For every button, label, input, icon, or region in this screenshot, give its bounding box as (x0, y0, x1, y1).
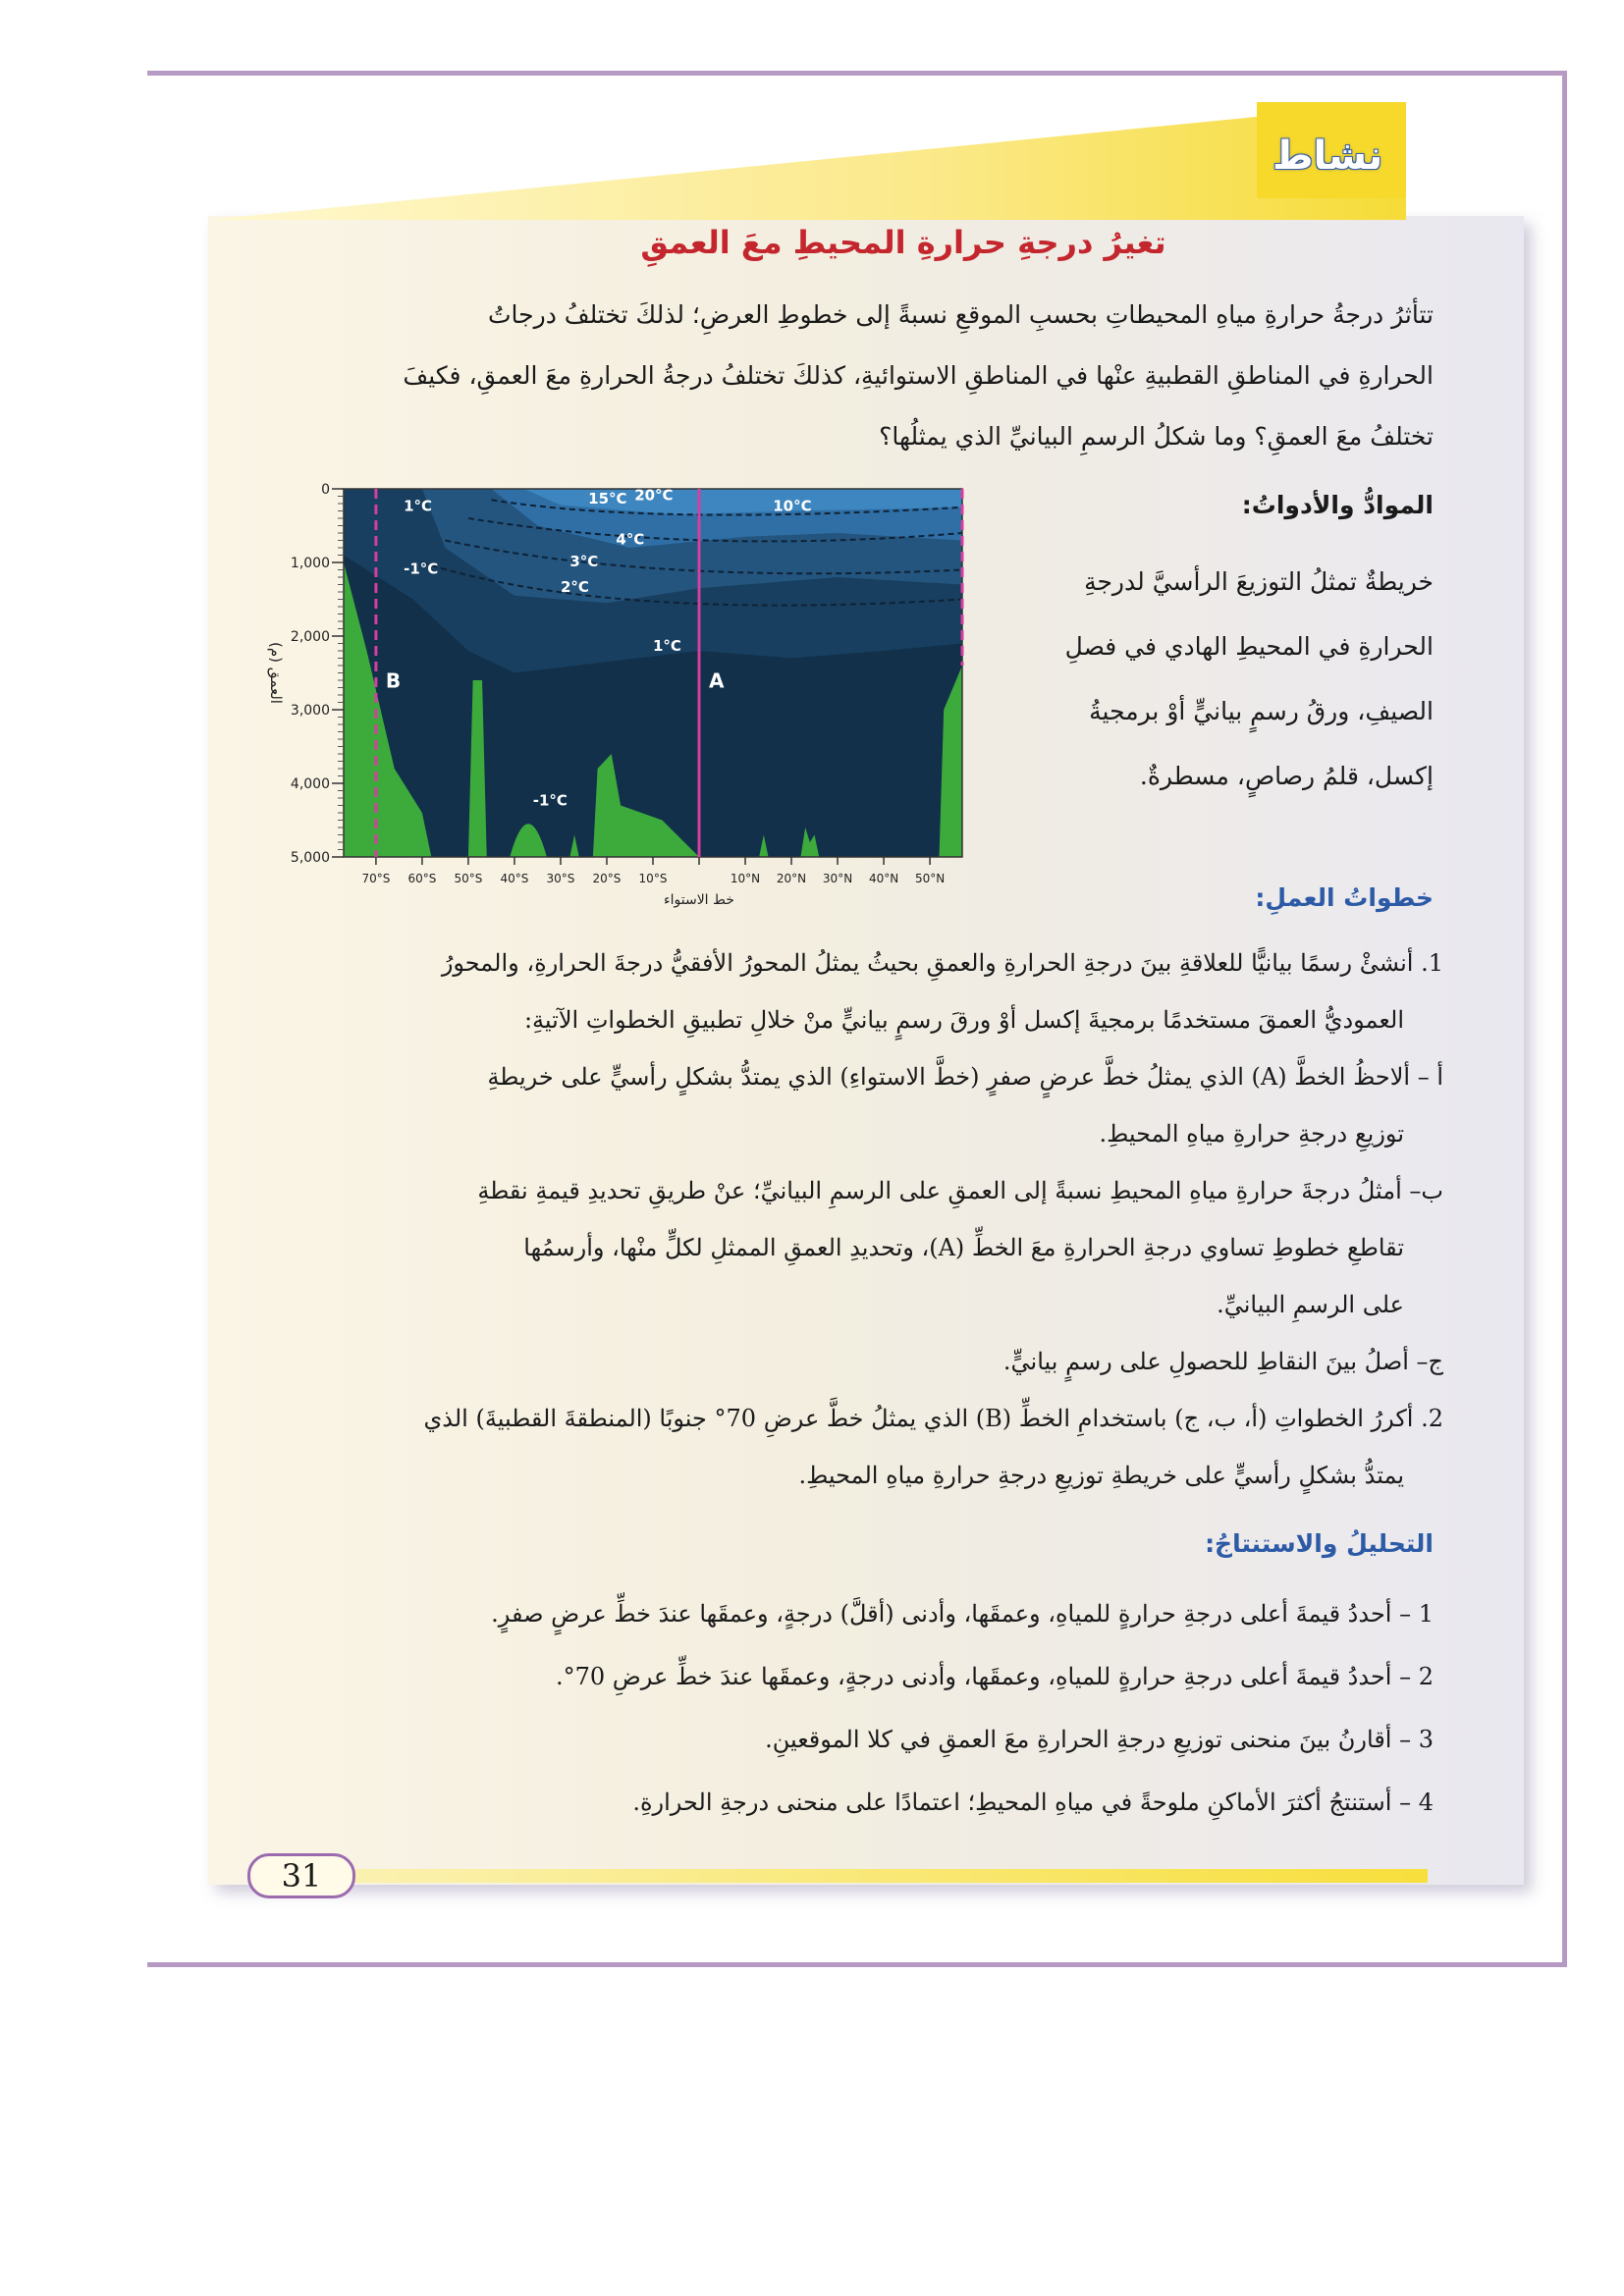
chart-svg (236, 469, 1001, 911)
materials-line: الصيفِ، ورقُ رسمٍ بيانيٍّ أوْ برمجيةُ (1089, 697, 1434, 725)
footer-strip (353, 1869, 1428, 1883)
marker-label-a: A (709, 668, 725, 693)
materials-list (1031, 550, 1434, 809)
intro-line: الحرارةِ في المناطقِ القطبيةِ عنْها في المناطقِ الاستوائيةِ، كذلكَ تختلفُ درجةُ الحرارةِ معَ العمقِ، فكيفَ (403, 361, 1434, 390)
x-tick-label: 60°S (407, 872, 437, 885)
x-tick-label: 20°N (776, 872, 807, 885)
isotherm-label: 1°C (404, 497, 433, 515)
isotherm-label: 4°C (616, 530, 645, 549)
isotherm-label: -1°C (532, 791, 568, 810)
x-tick-label: 50°N (914, 872, 946, 885)
x-axis-label: خط الاستواء (664, 892, 734, 908)
y-tick-label: 4,000 (290, 776, 330, 792)
materials-line: خريطةٌ تمثلُ التوزيعَ الرأسيَّ لدرجةِ (1084, 567, 1434, 596)
page-number: 31 (247, 1853, 355, 1898)
x-tick-label: 30°S (546, 872, 575, 885)
isotherm-label: 3°C (569, 552, 599, 570)
analysis-list (285, 1582, 1434, 1834)
step-item: العموديُّ العمقَ مستخدمًا برمجيةَ إكسل أوْ ورقَ رسمٍ بيانيٍّ منْ خلالِ تطبيقِ الخطواتِ الآتيةِ: (523, 1006, 1404, 1034)
x-tick-label: 30°N (822, 872, 853, 885)
isotherm-label: 15°C (588, 490, 627, 507)
x-tick-label: 10°N (730, 872, 761, 885)
x-tick-label: 40°S (500, 872, 529, 885)
isotherm-label: 20°C (634, 486, 674, 505)
intro-paragraph (285, 285, 1434, 467)
analysis-item: 3 – أقارنُ بينَ منحنى توزيعِ درجةِ الحرارةِ معَ العمقِ في كلا الموقعينِ. (765, 1726, 1434, 1753)
step-item: تقاطعِ خطوطِ تساوي درجةِ الحرارةِ معَ الخطِّ (A)، وتحديدِ العمقِ الممثلِ لكلٍّ منْها، وأرسمُها (523, 1234, 1404, 1261)
analysis-item: 2 – أحددُ قيمةَ أعلى درجةِ حرارةٍ للمياهِ، وعمقَها، وأدنى درجةٍ، وعمقَها عندَ خطِّ عرضِ 70°. (555, 1663, 1434, 1690)
step-item: يمتدُّ بشكلٍ رأسيٍّ على خريطةِ توزيعِ درجةِ حرارةِ مياهِ المحيطِ. (798, 1462, 1404, 1489)
materials-line: إكسل، قلمُ رصاصٍ، مسطرةٌ. (1139, 762, 1434, 790)
analysis-heading: التحليلُ والاستنتاجُ: (1205, 1529, 1434, 1558)
activity-badge: نشاط (1272, 133, 1383, 179)
step-item: ب– أمثلُ درجةَ حرارةِ مياهِ المحيطِ نسبةً إلى العمقِ على الرسمِ البيانيِّ؛ عنْ طريقِ تحديدِ قيمةِ نقطةِ (477, 1177, 1443, 1204)
intro-line: تتأثرُ درجةُ حرارةِ مياهِ المحيطاتِ بحسبِ الموقعِ نسبةً إلى خطوطِ العرضِ؛ لذلكَ تختلفُ درجاتُ (488, 300, 1434, 329)
step-item: ج– أصلُ بينَ النقاطِ للحصولِ على رسمٍ بيانيٍّ. (1002, 1348, 1443, 1375)
x-tick-label: 70°S (361, 872, 391, 885)
y-tick-label: 3,000 (290, 703, 330, 719)
steps-heading: خطواتُ العملِ: (1255, 883, 1434, 912)
materials-heading: الموادُّ والأدواتُ: (1241, 491, 1434, 519)
isotherm-label: 1°C (653, 637, 681, 655)
intro-line: تختلفُ معَ العمقِ؟ وما شكلُ الرسمِ البيانيِّ الذي يمثلُها؟ (879, 422, 1434, 451)
y-axis-label: العمق (م) (267, 642, 285, 704)
step-item: توزيعِ درجةِ حرارةِ مياهِ المحيطِ. (1099, 1120, 1404, 1148)
step-item: 2. أكررُ الخطواتِ (أ، ب، ج) باستخدامِ الخطِّ (B) الذي يمثلُ خطَّ عرضِ 70° جنوبًا (المنطقةَ القطبيةَ) الذي (423, 1405, 1443, 1432)
step-item: 1. أنشئْ رسمًا بيانيًّا للعلاقةِ بينَ درجةِ الحرارةِ والعمقِ بحيثُ يمثلُ المحورُ الأفقيُّ درجةَ الحرارةِ، والمحورُ (441, 949, 1443, 977)
activity-title: تغيرُ درجةِ حرارةِ المحيطِ معَ العمقِ (640, 224, 1166, 261)
ocean-temperature-chart (236, 469, 1001, 911)
y-tick-label: 1,000 (290, 556, 330, 571)
y-tick-label: 0 (321, 482, 330, 498)
steps-list (285, 934, 1443, 1504)
y-tick-label: 2,000 (290, 629, 330, 645)
marker-label-b: B (385, 668, 402, 693)
step-item: على الرسمِ البيانيِّ. (1217, 1291, 1404, 1318)
analysis-item: 1 – أحددُ قيمةَ أعلى درجةِ حرارةٍ للمياهِ، وعمقَها، وأدنى (أقلَّ) درجةٍ، وعمقَها عندَ خطِّ عرضٍ صفرٍ. (491, 1600, 1434, 1628)
isotherm-label: -1°C (404, 560, 439, 578)
x-tick-label: 40°N (868, 872, 899, 885)
isotherm-label: 10°C (773, 497, 812, 515)
y-tick-label: 5,000 (290, 850, 330, 866)
materials-line: الحرارةِ في المحيطِ الهادي في فصلِ (1064, 632, 1434, 661)
analysis-item: 4 – أستنتجُ أكثرَ الأماكنِ ملوحةً في مياهِ المحيطِ؛ اعتمادًا على منحنى درجةِ الحرارةِ. (632, 1789, 1434, 1816)
x-tick-label: 20°S (592, 872, 622, 885)
x-tick-label: 50°S (454, 872, 483, 885)
isotherm-label: 2°C (560, 578, 589, 596)
x-tick-label: 10°S (638, 872, 668, 885)
step-item: أ – ألاحظُ الخطَّ (A) الذي يمثلُ خطَّ عرضٍ صفرٍ (خطَّ الاستواءِ) الذي يمتدُّ بشكلٍ رأسيٍّ على خريطةِ (487, 1063, 1443, 1091)
